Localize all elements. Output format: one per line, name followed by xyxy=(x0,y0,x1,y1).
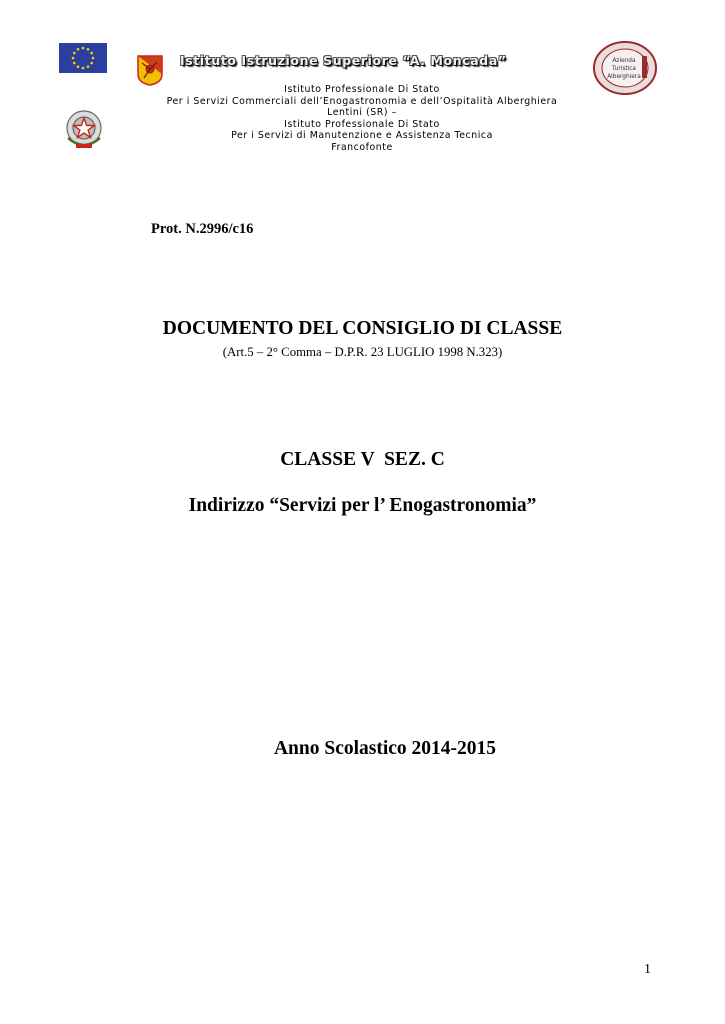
header-line: Francofonte xyxy=(331,141,393,153)
school-year: Anno Scolastico 2014-2015 xyxy=(273,738,497,759)
protocol-number: Prot. N.2996/c16 xyxy=(151,221,254,237)
header-line: Istituto Professionale Di Stato xyxy=(284,84,440,95)
seal-line-1: Azienda xyxy=(612,58,636,64)
seal-line-2: Turistica xyxy=(612,66,636,72)
hotel-institute-seal xyxy=(592,40,658,96)
header-line: Lentini (SR) – xyxy=(327,107,397,119)
sicily-region-logo xyxy=(136,54,164,86)
institute-title: Istituto Istruzione Superiore “A. Moncada” xyxy=(180,53,507,68)
document-subtitle: (Art.5 – 2° Comma – D.P.R. 23 LUGLIO 1998 N.323) xyxy=(222,345,503,359)
page-number: 1 xyxy=(644,962,651,977)
course-indirizzo: Indirizzo “Servizi per l’ Enogastronomia” xyxy=(188,495,537,516)
header-line: Istituto Professionale Di Stato xyxy=(284,118,440,130)
seal-line-3: Alberghiera xyxy=(607,74,641,80)
header-line: Per i Servizi di Manutenzione e Assistenza Tecnica xyxy=(231,130,493,142)
header-line: Per i Servizi Commerciali dell’Enogastronomia e dell’Ospitalità Alberghiera xyxy=(166,95,558,107)
document-title: DOCUMENTO DEL CONSIGLIO DI CLASSE xyxy=(162,318,563,339)
italian-republic-emblem xyxy=(64,108,104,152)
class-section: CLASSE V SEZ. C xyxy=(280,449,445,470)
eu-flag-logo xyxy=(59,43,107,73)
institute-details xyxy=(130,84,594,154)
